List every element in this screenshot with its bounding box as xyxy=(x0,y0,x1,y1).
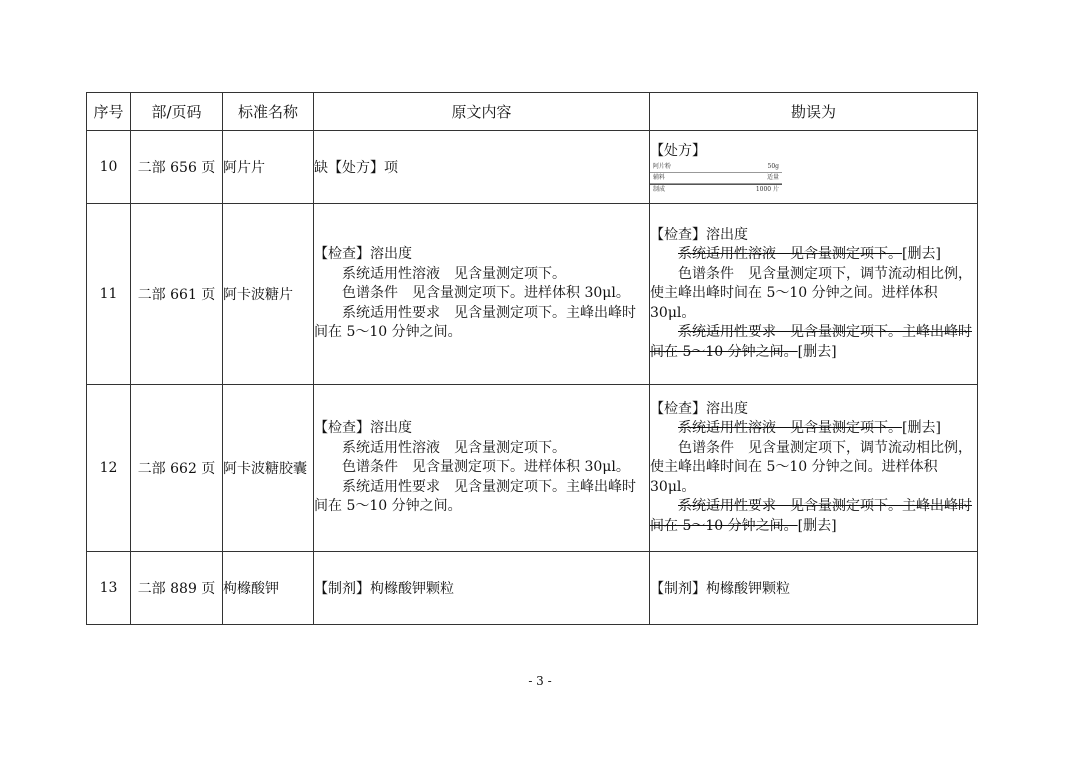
row-number: 12 xyxy=(87,385,131,552)
corrected-section-title: 【处方】 xyxy=(650,142,706,159)
original-line: 系统适用性溶液 见含量测定项下。 xyxy=(342,265,566,282)
row-number: 13 xyxy=(87,552,131,625)
row-corrected xyxy=(650,385,978,552)
row-original xyxy=(314,131,650,204)
delete-mark: [删去] xyxy=(797,343,837,360)
page-number: - 3 - xyxy=(528,674,552,688)
row-page: 二部 656 页 xyxy=(131,131,223,204)
corrected-section-title: 【检查】溶出度 xyxy=(650,226,748,243)
prescription-row xyxy=(650,173,782,184)
original-line: 系统适用性要求 见含量测定项下。主峰出峰时间在 5～10 分钟之间。 xyxy=(314,304,636,341)
corrected-section-title: 【制剂】 xyxy=(650,581,706,597)
prescription-item: 辅料 xyxy=(653,173,666,181)
header-row xyxy=(87,93,978,131)
deleted-text: 系统适用性溶液 见含量测定项下。 xyxy=(678,246,902,263)
prescription-row xyxy=(650,162,782,173)
header-corrected: 勘误为 xyxy=(650,93,978,131)
corrected-text: 枸橼酸钾颗粒 xyxy=(706,581,790,597)
prescription-qty: 50g xyxy=(767,162,779,170)
original-section-title: 【检查】溶出度 xyxy=(314,420,412,437)
prescription-qty: 适量 xyxy=(766,173,779,181)
original-line: 色谱条件 见含量测定项下。进样体积 30μl。 xyxy=(342,285,630,302)
corrected-line: 色谱条件 见含量测定项下，调节流动相比例，使主峰出峰时间在 5～10 分钟之间。进样体积 30μl。 xyxy=(650,439,972,495)
row-original xyxy=(314,204,650,385)
row-corrected xyxy=(650,204,978,385)
corrected-line: 色谱条件 见含量测定项下，调节流动相比例，使主峰出峰时间在 5～10 分钟之间。进样体积 30μl。 xyxy=(650,265,972,321)
original-section-title: 【制剂】 xyxy=(314,581,370,597)
row-page: 二部 889 页 xyxy=(131,552,223,625)
header-original: 原文内容 xyxy=(314,93,650,131)
original-line: 系统适用性要求 见含量测定项下。主峰出峰时间在 5～10 分钟之间。 xyxy=(314,478,636,515)
prescription-qty: 1000 片 xyxy=(755,185,779,193)
row-original xyxy=(314,385,650,552)
original-line: 色谱条件 见含量测定项下。进样体积 30μl。 xyxy=(342,459,630,476)
original-text: 枸橼酸钾颗粒 xyxy=(370,581,454,597)
deleted-text: 系统适用性要求 见含量测定项下。主峰出峰时间在 5～10 分钟之间。 xyxy=(650,498,972,534)
row-corrected xyxy=(650,131,978,204)
table-row xyxy=(87,204,978,385)
row-standard-name: 枸橼酸钾 xyxy=(223,552,314,625)
original-line: 系统适用性溶液 见含量测定项下。 xyxy=(342,439,566,456)
delete-mark: [删去] xyxy=(797,517,837,534)
deleted-text: 系统适用性要求 见含量测定项下。主峰出峰时间在 5～10 分钟之间。 xyxy=(650,324,972,360)
header-page: 部/页码 xyxy=(131,93,223,131)
row-number: 11 xyxy=(87,204,131,385)
table-row xyxy=(87,131,978,204)
row-original xyxy=(314,552,650,625)
row-standard-name: 阿片片 xyxy=(223,131,314,204)
prescription-table xyxy=(650,162,782,195)
row-standard-name: 阿卡波糖胶囊 xyxy=(223,385,314,552)
row-standard-name: 阿卡波糖片 xyxy=(223,204,314,385)
row-number: 10 xyxy=(87,131,131,204)
row-corrected xyxy=(650,552,978,625)
errata-table xyxy=(86,92,978,625)
prescription-row xyxy=(650,184,782,195)
original-section-title: 【检查】溶出度 xyxy=(314,246,412,263)
delete-mark: [删去] xyxy=(902,420,941,437)
header-number: 序号 xyxy=(87,93,131,131)
table-row xyxy=(87,385,978,552)
header-standard-name: 标准名称 xyxy=(223,93,314,131)
original-text: 缺【处方】项 xyxy=(314,160,398,176)
corrected-section-title: 【检查】溶出度 xyxy=(650,400,748,417)
row-page: 二部 662 页 xyxy=(131,385,223,552)
prescription-item: 阿片粉 xyxy=(653,162,672,170)
row-page: 二部 661 页 xyxy=(131,204,223,385)
table-row xyxy=(87,552,978,625)
prescription-item: 制成 xyxy=(653,185,666,193)
deleted-text: 系统适用性溶液 见含量测定项下。 xyxy=(678,420,902,437)
delete-mark: [删去] xyxy=(902,246,941,263)
